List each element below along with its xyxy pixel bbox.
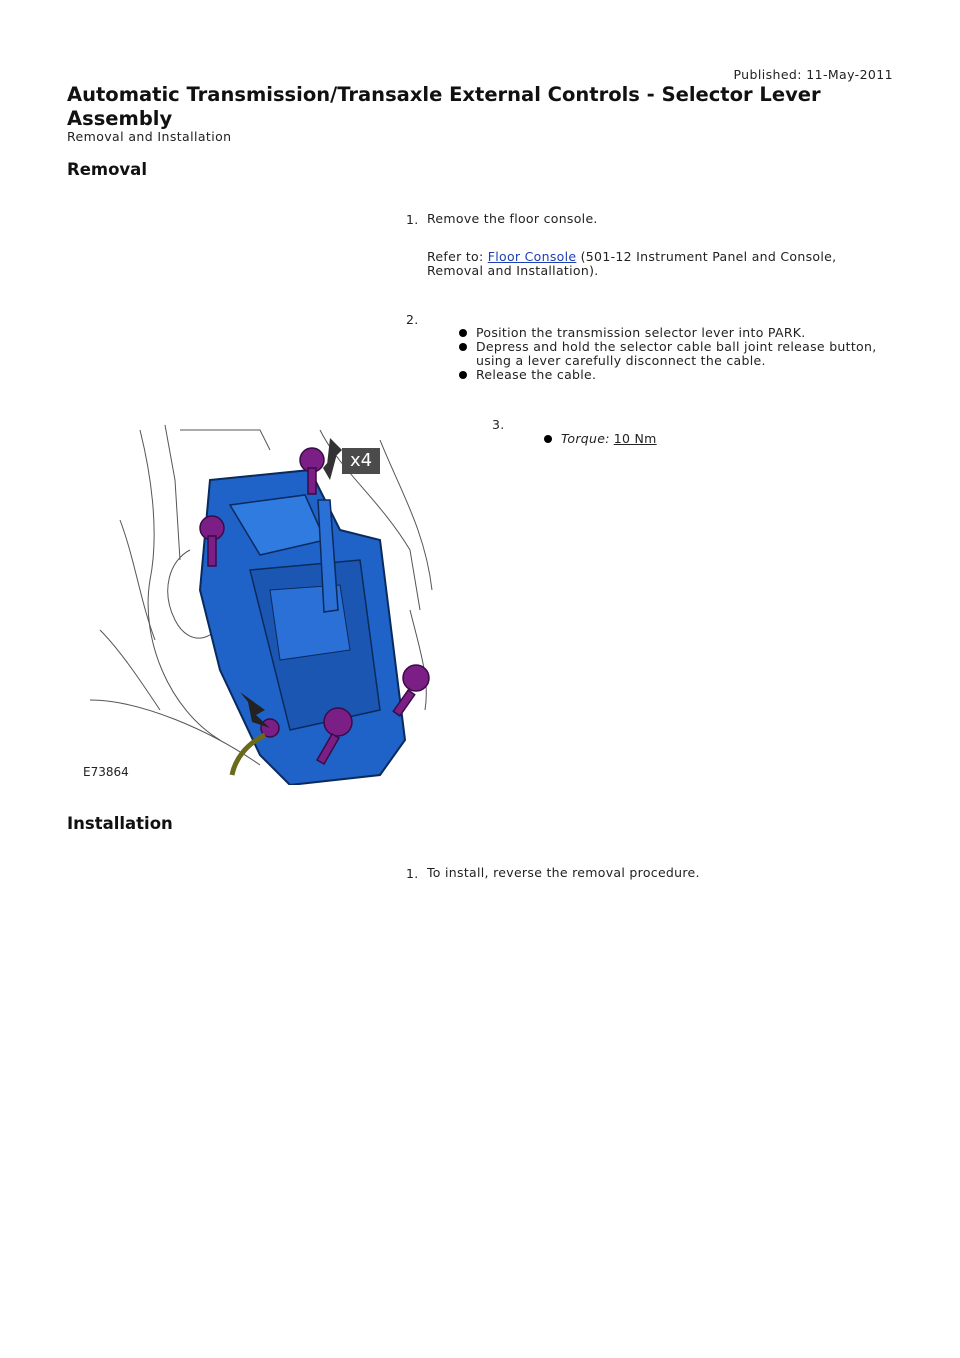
selector-lever-assembly-illustration [80,410,440,785]
torque-label: Torque: [561,431,610,446]
installation-step-1-number: 1. [406,866,419,881]
removal-step-3-number: 3. [492,417,505,432]
figure-id: E73864 [83,765,129,779]
page-subtitle: Removal and Installation [67,129,232,144]
removal-step-2-bullets [457,326,897,382]
quantity-label: x4 [342,448,380,474]
installation-heading: Installation [67,814,173,833]
list-item: Release the cable. [457,368,897,382]
installation-step-1-text: To install, reverse the removal procedure. [427,865,700,880]
refer-suffix: (501-12 Instrument Panel and Console, Removal and Installation). [427,249,837,278]
removal-step-3-bullets [542,432,842,446]
refer-prefix: Refer to: [427,249,488,264]
list-item: Depress and hold the selector cable ball joint release button, using a lever carefully disconnect the cable. [457,340,897,368]
removal-step-1-reference [427,250,887,278]
published-date: Published: 11-May-2011 [733,67,893,82]
removal-step-1-number: 1. [406,212,419,227]
floor-console-link[interactable]: Floor Console [487,249,577,264]
removal-step-1-text: Remove the floor console. [427,211,598,226]
removal-heading: Removal [67,160,147,179]
selector-lever-figure [80,410,440,785]
removal-step-2-number: 2. [406,312,419,327]
list-item [542,432,842,446]
list-item: Position the transmission selector lever into PARK. [457,326,897,340]
page-title: Automatic Transmission/Transaxle External Controls - Selector Lever Assembly [67,83,821,130]
torque-value: 10 Nm [613,431,657,446]
